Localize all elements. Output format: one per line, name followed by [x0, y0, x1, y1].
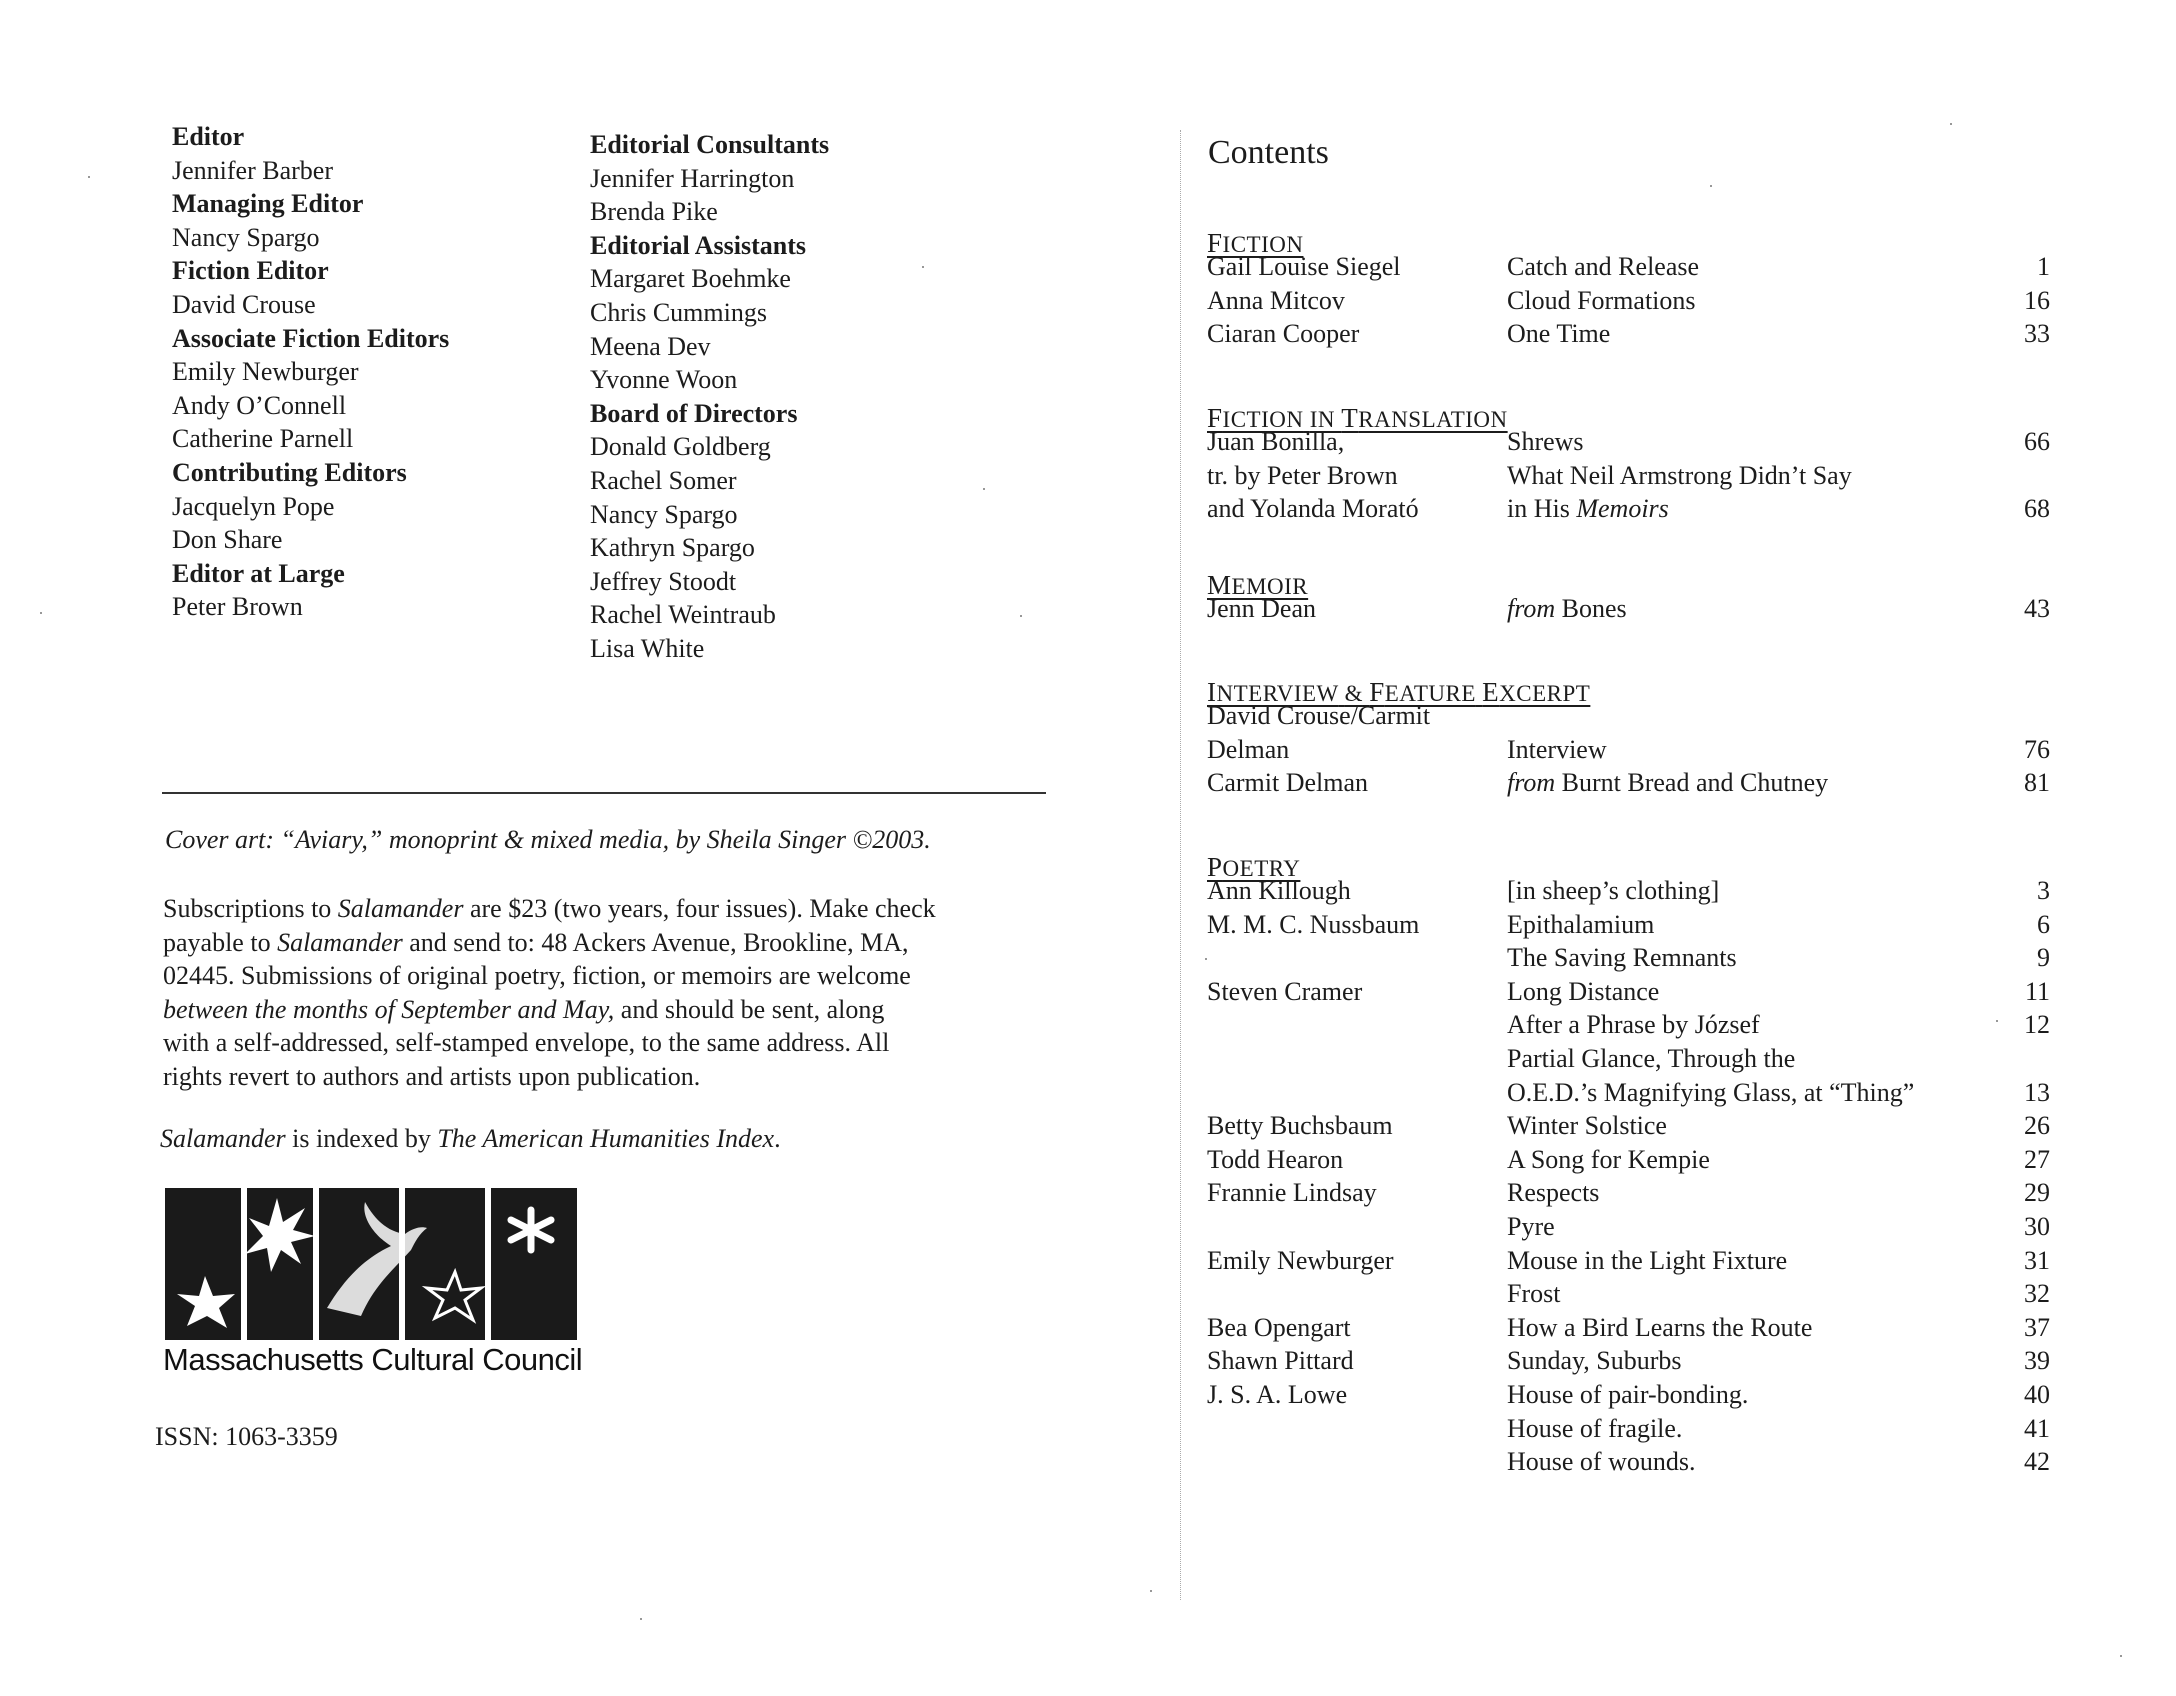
scan-speck — [1950, 123, 1952, 125]
toc-author: Betty Buchsbaum — [1207, 1111, 1393, 1141]
toc-title: After a Phrase by József — [1507, 1010, 1760, 1040]
masthead-name: Jennifer Harrington — [590, 163, 795, 193]
toc-title: Epithalamium — [1507, 909, 1655, 939]
scan-speck — [88, 176, 90, 178]
toc-entry — [0, 1378, 2176, 1412]
toc-page-number: 42 — [2024, 1447, 2050, 1477]
toc-author: Todd Hearon — [1207, 1144, 1344, 1174]
scan-speck — [2120, 1655, 2122, 1657]
toc-author: Anna Mitcov — [1207, 285, 1345, 315]
toc-page-number: 11 — [2024, 976, 2050, 1006]
masthead-name: Jennifer Barber — [172, 155, 333, 185]
toc-entry — [0, 1109, 2176, 1143]
scan-speck — [1710, 185, 1712, 187]
toc-entry — [0, 250, 2176, 284]
toc-entry — [0, 941, 2176, 975]
scan-speck — [922, 266, 924, 268]
toc-entry — [0, 1008, 2176, 1042]
toc-page-number: 40 — [2024, 1380, 2050, 1409]
masthead-name: Nancy Spargo — [590, 499, 738, 529]
toc-title: House of wounds. — [1507, 1447, 1696, 1477]
masthead-role: Editor — [172, 122, 245, 151]
toc-entry — [0, 733, 2176, 767]
masthead-name: Lisa White — [590, 633, 705, 663]
toc-page-number: 9 — [2037, 943, 2050, 973]
scan-speck — [1020, 615, 1022, 617]
masthead-name: Andy O’Connell — [172, 390, 347, 420]
toc-entry — [0, 1311, 2176, 1345]
toc-entry — [0, 1076, 2176, 1110]
scan-speck — [1150, 1590, 1152, 1592]
masthead-name: David Crouse — [172, 289, 316, 319]
masthead-name: Emily Newburger — [172, 357, 359, 387]
scan-speck — [983, 488, 985, 490]
masthead-role: Board of Directors — [590, 398, 798, 428]
toc-author: Steven Cramer — [1207, 976, 1363, 1006]
toc-entry — [0, 492, 2176, 526]
masthead-name: Brenda Pike — [590, 197, 718, 227]
toc-title: from Burnt Bread and Chutney — [1507, 768, 1829, 798]
toc-page-number: 1 — [2037, 252, 2050, 281]
masthead-column-right — [590, 128, 829, 666]
section-heading: INTERVIEW & FEATURE EXCERPT — [1207, 677, 1591, 707]
masthead-name: Rachel Weintraub — [590, 600, 776, 630]
toc-entry — [0, 975, 2176, 1009]
toc-title: A Song for Kempie — [1507, 1144, 1710, 1174]
toc-author: J. S. A. Lowe — [1207, 1380, 1348, 1409]
toc-author: David Crouse/Carmit — [1207, 701, 1431, 730]
toc-page-number: 43 — [2024, 594, 2050, 623]
toc-entry — [0, 908, 2176, 942]
index-note: Salamander is indexed by The American Humanities Index. — [160, 1124, 781, 1153]
masthead-role: Editorial Assistants — [590, 230, 806, 260]
toc-page-number: 26 — [2024, 1111, 2050, 1141]
masthead-name: Rachel Somer — [590, 465, 737, 495]
toc-title: House of fragile. — [1507, 1413, 1683, 1443]
toc-title: The Saving Remnants — [1507, 943, 1737, 973]
toc-page-number: 81 — [2024, 768, 2050, 798]
toc-author: Juan Bonilla, — [1207, 427, 1345, 456]
toc-page-number: 32 — [2024, 1279, 2050, 1309]
cover-art-credit: Cover art: “Aviary,” monoprint & mixed media, by Sheila Singer ©2003. — [165, 825, 931, 854]
masthead-name: Don Share — [172, 525, 283, 555]
toc-page-number: 13 — [2024, 1077, 2050, 1107]
toc-title: [in sheep’s clothing] — [1507, 876, 1720, 905]
toc-page-number: 27 — [2024, 1144, 2050, 1174]
toc-page-number: 6 — [2037, 909, 2050, 939]
subscriptions-paragraph: Subscriptions to Salamander are $23 (two years, four issues). Make check payable to Salamander and send to: 48 Ackers Avenue, Brookline, MA, 02445. Submissions of original poetry, fiction, or memoirs are welcome between the months of September and May, and should be sent, along with a self-addressed, self-stamped envelope, to the same address. All rights revert to authors and artists upon publication. — [163, 894, 936, 1091]
masthead-name: Jeffrey Stoodt — [590, 566, 737, 596]
toc-title: Cloud Formations — [1507, 285, 1696, 315]
toc-title: from Bones — [1507, 594, 1627, 623]
section-heading: FICTION — [1207, 228, 1304, 258]
toc-title: Respects — [1507, 1178, 1600, 1208]
toc-page-number: 30 — [2024, 1212, 2050, 1241]
toc-page-number: 76 — [2024, 734, 2050, 764]
toc-author: Delman — [1207, 734, 1290, 764]
masthead-name: Jacquelyn Pope — [172, 491, 335, 521]
toc-title: How a Bird Learns the Route — [1507, 1312, 1813, 1342]
toc-title: O.E.D.’s Magnifying Glass, at “Thing” — [1507, 1077, 1915, 1107]
toc-page-number: 37 — [2024, 1312, 2050, 1342]
masthead-role: Associate Fiction Editors — [172, 323, 450, 353]
section-heading: MEMOIR — [1207, 570, 1309, 600]
toc-entry — [0, 592, 2176, 626]
toc-entry — [0, 874, 2176, 908]
masthead-role: Fiction Editor — [172, 256, 329, 286]
toc-author: Jenn Dean — [1207, 594, 1317, 623]
toc-author: and Yolanda Morató — [1207, 494, 1419, 524]
toc-entry — [0, 284, 2176, 318]
toc-author: Frannie Lindsay — [1207, 1178, 1377, 1208]
scan-speck — [640, 1618, 642, 1620]
masthead-role: Editorial Consultants — [590, 130, 830, 159]
masthead-name: Donald Goldberg — [590, 432, 771, 462]
toc-title: Partial Glance, Through the — [1507, 1044, 1796, 1073]
section-heading: POETRY — [1207, 852, 1301, 882]
masthead-name: Peter Brown — [172, 592, 303, 622]
toc-author: Bea Opengart — [1207, 1312, 1351, 1342]
toc-page-number: 3 — [2037, 876, 2050, 905]
toc-entry — [0, 1412, 2176, 1446]
toc-title: Shrews — [1507, 427, 1584, 456]
toc-page-number: 68 — [2024, 494, 2050, 524]
toc-entry — [0, 1244, 2176, 1278]
scan-speck — [1205, 958, 1207, 960]
toc-author: Emily Newburger — [1207, 1245, 1394, 1275]
toc-title: in His Memoirs — [1507, 494, 1669, 524]
masthead-name: Yvonne Woon — [590, 365, 738, 395]
toc-title: House of pair-bonding. — [1507, 1380, 1749, 1409]
masthead-name: Nancy Spargo — [172, 222, 320, 252]
masthead-role: Contributing Editors — [172, 457, 407, 487]
toc-title: Pyre — [1507, 1212, 1555, 1241]
toc-title: Long Distance — [1507, 976, 1660, 1006]
masthead-name: Catherine Parnell — [172, 424, 354, 454]
toc-entry — [0, 1445, 2176, 1479]
toc-entry — [0, 459, 2176, 493]
toc-author: Shawn Pittard — [1207, 1346, 1354, 1376]
toc-title: Frost — [1507, 1279, 1561, 1309]
toc-entry — [0, 425, 2176, 459]
masthead-column-left — [172, 120, 449, 624]
toc-entry — [0, 699, 2176, 733]
toc-entry — [0, 1143, 2176, 1177]
masthead-name: Chris Cummings — [590, 297, 767, 327]
toc-author: Gail Louise Siegel — [1207, 252, 1401, 281]
toc-page-number: 29 — [2024, 1178, 2050, 1208]
issn: ISSN: 1063-3359 — [155, 1422, 338, 1451]
toc-title: Sunday, Suburbs — [1507, 1346, 1682, 1376]
toc-author: Carmit Delman — [1207, 768, 1369, 798]
masthead-name: Meena Dev — [590, 331, 711, 361]
section-heading: FICTION IN TRANSLATION — [1207, 403, 1508, 433]
toc-page-number: 39 — [2024, 1346, 2050, 1376]
masthead-name: Margaret Boehmke — [590, 264, 791, 294]
toc-entry — [0, 317, 2176, 351]
toc-entry — [0, 1344, 2176, 1378]
scan-speck — [40, 612, 42, 614]
toc-author: M. M. C. Nussbaum — [1207, 909, 1420, 939]
toc-title: Catch and Release — [1507, 252, 1700, 281]
toc-entry — [0, 1176, 2176, 1210]
toc-page-number: 33 — [2024, 319, 2050, 349]
toc-page-number: 31 — [2024, 1245, 2050, 1275]
logo-caption: Massachusetts Cultural Council — [163, 1342, 583, 1377]
toc-title: Interview — [1507, 734, 1607, 764]
toc-entry — [0, 1042, 2176, 1076]
toc-author: Ann Killough — [1207, 876, 1351, 905]
toc-entry — [0, 1210, 2176, 1244]
masthead-role: Managing Editor — [172, 189, 364, 219]
toc-page-number: 66 — [2024, 427, 2050, 456]
masthead-role: Editor at Large — [172, 558, 345, 588]
toc-page-number: 41 — [2024, 1413, 2050, 1443]
scan-speck — [1996, 1020, 1998, 1022]
contents-title: Contents — [1208, 134, 1329, 171]
toc-title: What Neil Armstrong Didn’t Say — [1507, 460, 1852, 490]
toc-author: Ciaran Cooper — [1207, 319, 1360, 349]
toc-entry — [0, 766, 2176, 800]
toc-page-number: 16 — [2024, 285, 2050, 315]
toc-page-number: 12 — [2024, 1010, 2050, 1040]
toc-entry — [0, 1277, 2176, 1311]
toc-author: tr. by Peter Brown — [1207, 460, 1398, 490]
toc-title: Winter Solstice — [1507, 1111, 1667, 1141]
toc-title: Mouse in the Light Fixture — [1507, 1245, 1788, 1275]
toc-title: One Time — [1507, 319, 1611, 349]
masthead-name: Kathryn Spargo — [590, 533, 755, 563]
